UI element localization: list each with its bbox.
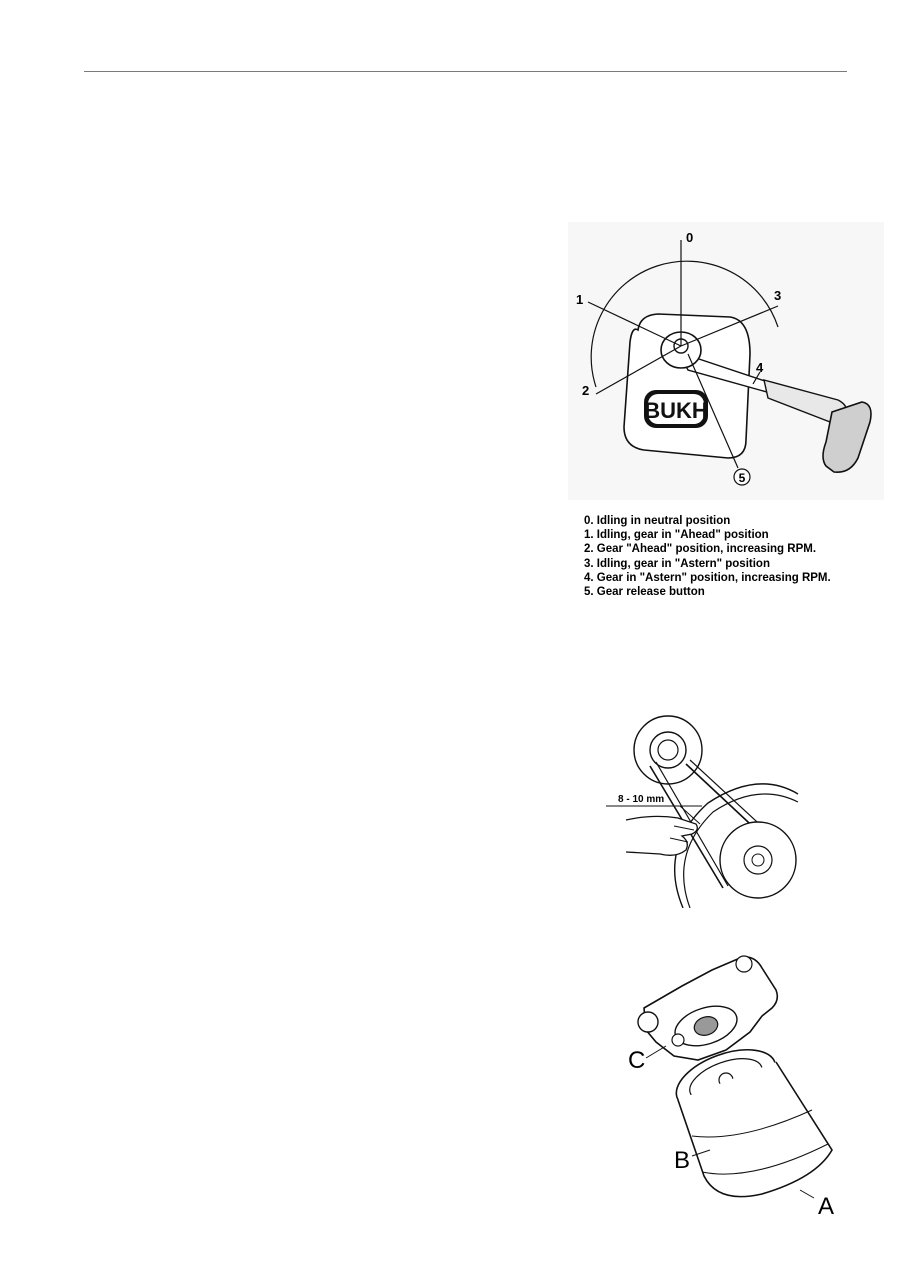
position-1-label: 1 [576, 292, 584, 307]
deflection-label: 8 - 10 mm [618, 794, 665, 805]
position-3-label: 3 [774, 288, 782, 303]
belt-tension-drawing [598, 708, 803, 908]
header-rule [84, 71, 847, 72]
brand-logo: BUKH [644, 398, 708, 423]
position-2-label: 2 [582, 383, 590, 398]
legend-item: 5. Gear release button [584, 586, 705, 599]
legend-item: 4. Gear in "Astern" position, increasing RPM. [584, 571, 831, 584]
legend-item: 3. Idling, gear in "Astern" position [584, 557, 770, 570]
label-c: C [628, 1047, 646, 1074]
position-0-label: 0 [686, 230, 694, 245]
label-a: A [818, 1193, 835, 1220]
oil-filter-figure [622, 950, 840, 1220]
oil-filter-drawing [622, 950, 840, 1220]
position-5-label: 5 [738, 471, 746, 485]
legend-item: 1. Idling, gear in "Ahead" position [584, 529, 769, 542]
control-lever-figure [568, 222, 884, 500]
belt-tension-figure [598, 708, 803, 908]
lever-legend [584, 514, 831, 599]
legend-item: 0. Idling in neutral position [584, 515, 731, 527]
legend-item: 2. Gear "Ahead" position, increasing RPM. [584, 543, 817, 556]
position-4-label: 4 [756, 360, 764, 375]
control-lever-drawing [568, 222, 884, 500]
label-b: B [674, 1147, 691, 1174]
hand [626, 816, 697, 855]
